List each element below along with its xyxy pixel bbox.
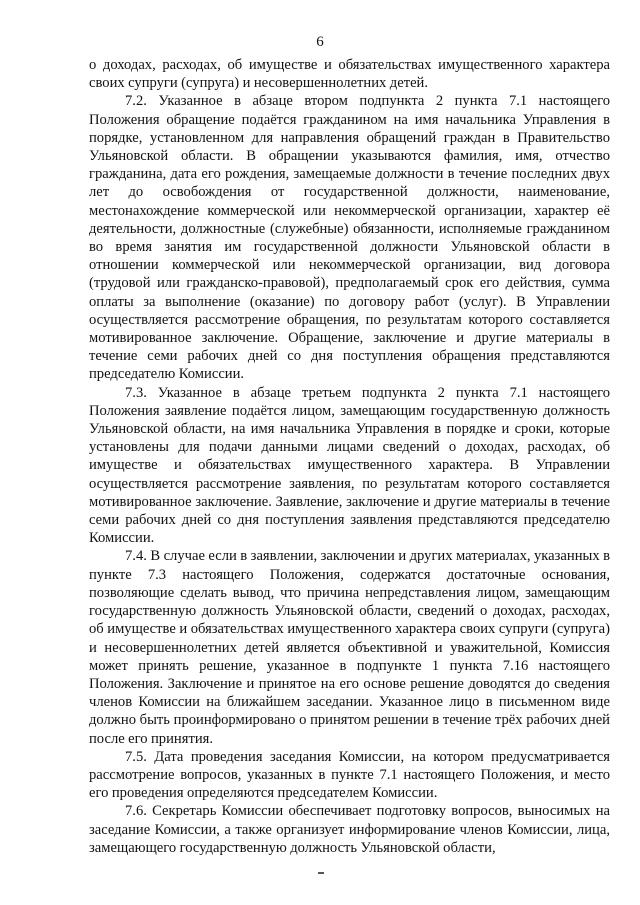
document-body [89, 56, 610, 857]
paragraph-7-5: 7.5. Дата проведения заседания Комиссии, на котором предусматривается рассмотрение вопросов, указанных в пункте 7.1 настоящего Положения, и место его проведения определяются председателем Комиссии. [89, 748, 610, 802]
paragraph-7-6: 7.6. Секретарь Комиссии обеспечивает подготовку вопросов, выносимых на заседание Комиссии, а также организует информирование членов Комиссии, лица, замещающего государственную должность Ульяновской области, [89, 803, 610, 856]
page-number: 6 [316, 34, 324, 50]
paragraph-continuation: о доходах, расходах, об имуществе и обязательствах имущественного характера своих супруги (супруга) и несовершеннолетних детей. [89, 57, 610, 92]
paragraph-7-2: 7.2. Указанное в абзаце втором подпункта 2 пункта 7.1 настоящего Положения обращение подаётся гражданином на имя начальника Управления в порядке, установленном для направления обращений граждан в Правительство Ульяновской области. В обращении указываются фамилия, имя, отчество гражданина, дата его рождения, замещаемые должности в течение последних двух лет до освобождения от государственной должности, наименование, местонахождение коммерческой или некоммерческой организации, характер её деятельности, должностные (служебные) обязанности, исполняемые гражданином во время занятия им государственной должности Ульяновской области в отношении коммерческой или некоммерческой организации, вид договора (трудовой или гражданско-правовой), предполагаемый срок его действия, сумма оплаты за выполнение (оказание) по договору работ (услуг). В Управлении осуществляется рассмотрение обращения, по результатам которого составляется мотивированное заключение. Обращение, заключение и другие материалы в течение семи рабочих дней со дня поступления обращения представляются председателю Комиссии. [89, 93, 610, 383]
paragraph-7-3: 7.3. Указанное в абзаце третьем подпункта 2 пункта 7.1 настоящего Положения заявление подаётся лицом, замещающим государственную должность Ульяновской области, на имя начальника Управления в порядке и сроки, которые установлены для подачи данными лицами сведений о доходах, расходах, об имуществе и обязательствах имущественного характера. В Управлении осуществляется рассмотрение заявления, по результатам которого составляется мотивированное заключение. Заявление, заключение и другие материалы в течение семи рабочих дней со дня поступления заявления представляются председателю Комиссии. [89, 384, 610, 547]
scan-mark [318, 872, 324, 874]
paragraph-7-4: 7.4. В случае если в заявлении, заключении и других материалах, указанных в пункте 7.3 настоящего Положения, содержатся достаточные основания, позволяющие сделать вывод, что причина непредставления лицом, замещающим государственную должность Ульяновской области, сведений о доходах, расходах, об имуществе и обязательствах имущественного характера своих супруги (супруга) и несовершеннолетних детей является объективной и уважительной, Комиссия может принять решение, указанное в подпункте 1 пункта 7.16 настоящего Положения. Заключение и принятое на его основе решение доводятся до сведения членов Комиссии на ближайшем заседании. Указанное лицо в письменном виде должно быть проинформировано о принятом решении в течение трёх рабочих дней после его принятия. [89, 548, 610, 747]
